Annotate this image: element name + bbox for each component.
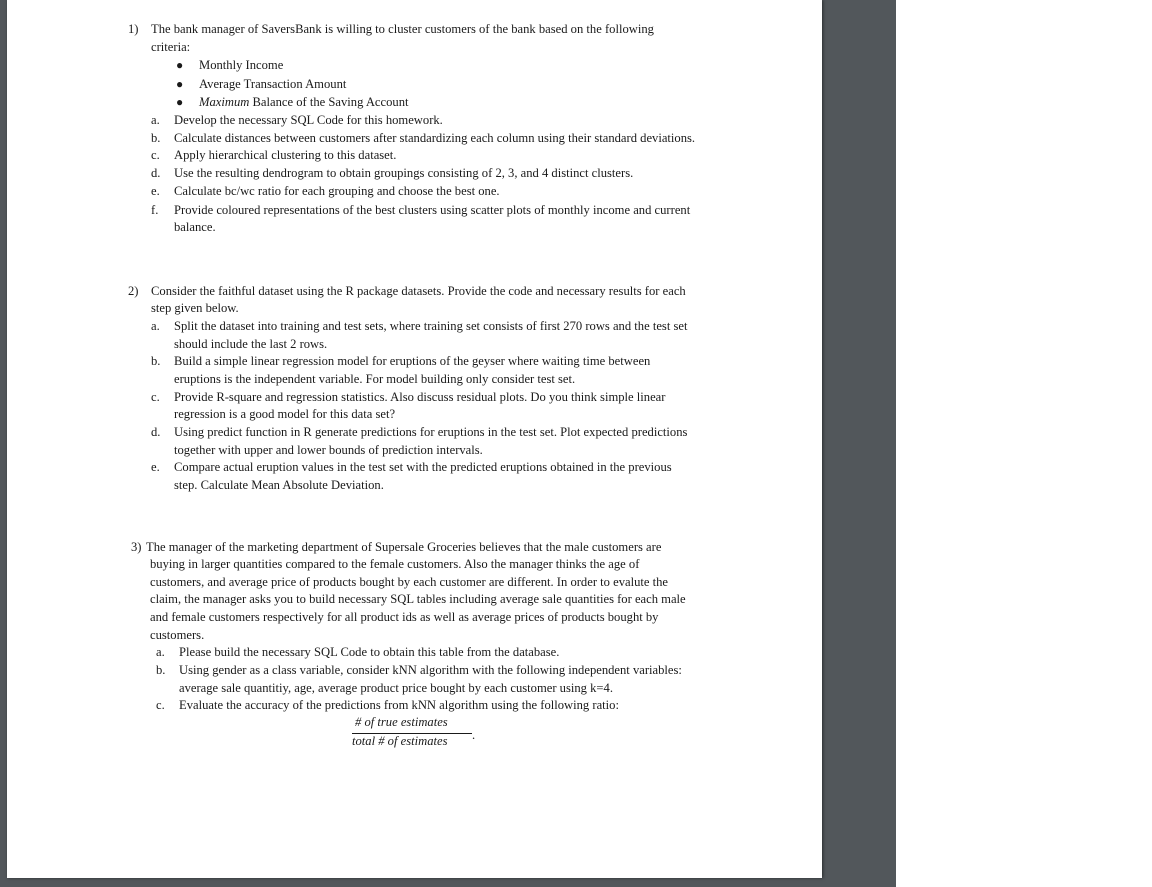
q1-item-marker: f. [151, 203, 159, 217]
q3-text-line: buying in larger quantities compared to the female customers. Also the manager thinks the age of [150, 557, 640, 571]
q3-text-line: The manager of the marketing department of Supersale Groceries believes that the male customers are [146, 540, 662, 554]
q1-item-marker: c. [151, 148, 160, 162]
q1-item-text: Use the resulting dendrogram to obtain groupings consisting of 2, 3, and 4 distinct clusters. [174, 166, 634, 180]
q3-text-line: customers, and average price of products bought by each customer are different. In order to evalute the [150, 575, 669, 589]
q3-item-marker: a. [156, 645, 165, 659]
q1-item-marker: d. [151, 166, 161, 180]
fraction-numerator: # of true estimates [355, 715, 448, 729]
bullet-icon: ● [176, 58, 184, 72]
q1-item-text: balance. [174, 220, 216, 234]
q2-text-line: Consider the faithful dataset using the R package datasets. Provide the code and necessary results for each [151, 284, 686, 298]
q3-item-text: Please build the necessary SQL Code to obtain this table from the database. [179, 645, 560, 659]
q1-item-text: Calculate bc/wc ratio for each grouping and choose the best one. [174, 184, 500, 198]
q2-number: 2) [128, 284, 139, 298]
q1-item-text: Calculate distances between customers after standardizing each column using their standard deviations. [174, 131, 696, 145]
q2-item-text: should include the last 2 rows. [174, 337, 328, 351]
q2-item-text: Compare actual eruption values in the test set with the predicted eruptions obtained in the previous [174, 460, 672, 474]
q1-item-text: Apply hierarchical clustering to this dataset. [174, 148, 397, 162]
q2-item-marker: c. [151, 390, 160, 404]
q2-item-text: Split the dataset into training and test sets, where training set consists of first 270 rows and the test set [174, 319, 688, 333]
bullet-icon: ● [176, 77, 184, 91]
q3-item-text: Using gender as a class variable, consider kNN algorithm with the following independent variables: [179, 663, 682, 677]
q2-item-marker: e. [151, 460, 160, 474]
fraction-denominator: total # of estimates [352, 734, 448, 748]
q2-item-marker: a. [151, 319, 160, 333]
q3-text-line: customers. [150, 628, 205, 642]
q1-item-text: Develop the necessary SQL Code for this homework. [174, 113, 443, 127]
q1-text-line: criteria: [151, 40, 191, 54]
q1-number: 1) [128, 22, 139, 36]
q1-bullet: Maximum Balance of the Saving Account [199, 95, 409, 109]
q2-item-text: together with upper and lower bounds of prediction intervals. [174, 443, 483, 457]
q2-item-marker: d. [151, 425, 161, 439]
q3-text-line: claim, the manager asks you to build necessary SQL tables including average sale quantities for each male [150, 592, 686, 606]
q1-text-line: The bank manager of SaversBank is willing to cluster customers of the bank based on the following [151, 22, 654, 36]
q2-text-line: step given below. [151, 301, 239, 315]
q1-item-marker: b. [151, 131, 161, 145]
q1-item-text: Provide coloured representations of the best clusters using scatter plots of monthly income and current [174, 203, 691, 217]
q3-item-text: Evaluate the accuracy of the predictions from kNN algorithm using the following ratio: [179, 698, 619, 712]
q2-item-text: regression is a good model for this data set? [174, 407, 396, 421]
q2-item-text: Provide R-square and regression statistics. Also discuss residual plots. Do you think simple linear [174, 390, 666, 404]
document-page [7, 0, 822, 878]
q3-item-marker: c. [156, 698, 165, 712]
blank-area [896, 0, 1152, 887]
q3-number: 3) [131, 540, 142, 554]
q2-item-text: eruptions is the independent variable. For model building only consider test set. [174, 372, 576, 386]
q2-item-marker: b. [151, 354, 161, 368]
q1-bullet: Monthly Income [199, 58, 284, 72]
q3-item-text: average sale quantitiy, age, average product price bought by each customer using k=4. [179, 681, 613, 695]
fraction-trail: . [472, 728, 476, 742]
q3-text-line: and female customers respectively for all product ids as well as average prices of products bought by [150, 610, 659, 624]
q2-item-text: step. Calculate Mean Absolute Deviation. [174, 478, 384, 492]
q1-item-marker: e. [151, 184, 160, 198]
q3-item-marker: b. [156, 663, 166, 677]
q2-item-text: Build a simple linear regression model for eruptions of the geyser where waiting time between [174, 354, 651, 368]
q1-item-marker: a. [151, 113, 160, 127]
bullet-icon: ● [176, 95, 184, 109]
q1-bullet: Average Transaction Amount [199, 77, 347, 91]
q2-item-text: Using predict function in R generate predictions for eruptions in the test set. Plot expected predictions [174, 425, 688, 439]
